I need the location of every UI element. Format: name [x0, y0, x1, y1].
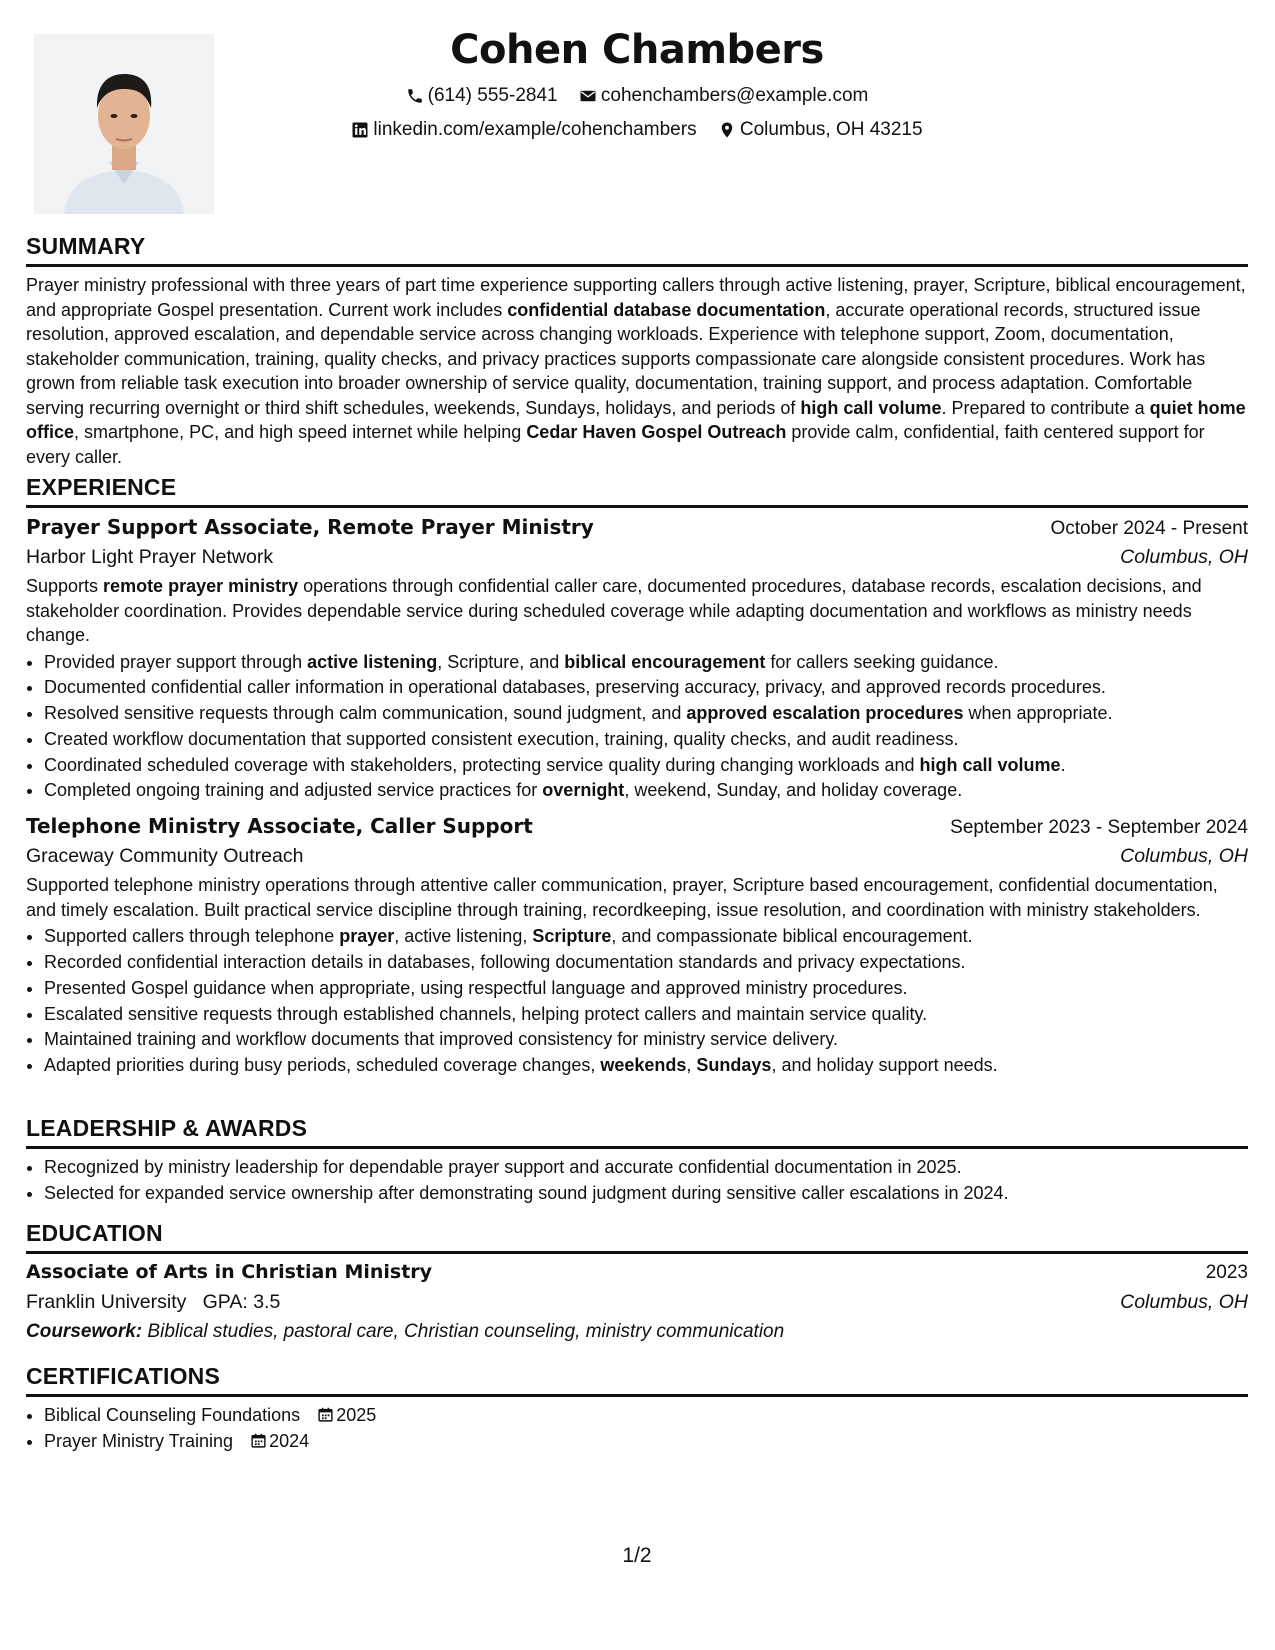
linkedin-item[interactable] — [351, 118, 696, 142]
candidate-name: Cohen Chambers — [450, 27, 824, 73]
education-heading: EDUCATION — [26, 1219, 1248, 1254]
list-item: • Documented confidential caller information in operational databases, preserving accuracy, privacy, and approved records procedures. — [44, 675, 1248, 701]
emphasis-text: Scripture — [532, 926, 612, 947]
phone-text: (614) 555-2841 — [427, 85, 558, 106]
emphasis-text: confidential database documentation — [507, 299, 826, 320]
education-school-row — [26, 1287, 1248, 1317]
emphasis-text: Cedar Haven Gospel Outreach — [526, 422, 787, 442]
location-text: Columbus, OH 43215 — [739, 119, 923, 140]
job-org-row — [26, 542, 1248, 572]
job-org-row — [26, 841, 1248, 871]
job-organization: Graceway Community Outreach — [26, 845, 304, 868]
summary-paragraph: Prayer ministry professional with three years of part time experience supporting callers through active listening, prayer, Scripture, biblical encouragement, and appropriate Gospel presentation. Current work includes confidential database documentation, accurate operational records, structured issue resolution, approved escalation, and dependable service across changing workloads. Experience with telephone support, Zoom, documentation, stakeholder communication, training, quality checks, and privacy practices supports compassionate care alongside consistent procedures. Work has grown from reliable task execution into broader ownership of service quality, documentation, training support, and process adaptation. Comfortable serving recurring overnight or third shift schedules, weekends, Sundays, holidays, and periods of high call volume. Prepared to contribute a quiet home office, smartphone, PC, and high speed internet while helping Cedar Haven Gospel Outreach provide calm, confidential, faith centered support for every caller. — [26, 275, 1246, 467]
coursework — [26, 1317, 1248, 1346]
emphasis-text: prayer — [339, 926, 395, 947]
experience-heading: EXPERIENCE — [26, 473, 1248, 508]
job-dates: October 2024 - Present — [1050, 518, 1248, 539]
education-degree-row — [26, 1258, 1248, 1287]
list-item: • Escalated sensitive requests through established channels, helping protect callers and maintain service quality. — [44, 1002, 1248, 1028]
summary-heading: SUMMARY — [26, 232, 1248, 267]
job-bullets — [26, 924, 1248, 1079]
job-bullets — [26, 650, 1248, 805]
job-description: Supports remote prayer ministry operations through confidential caller care, documented procedures, database records, escalation decisions, and stakeholder coordination. Provides dependable service during scheduled coverage while adapting documentation and workflows as ministry needs change. — [26, 576, 1202, 645]
gpa: GPA: 3.5 — [202, 1291, 281, 1313]
school-info — [26, 1287, 280, 1317]
leadership-section — [26, 1114, 1248, 1207]
cert-year: 2025 — [336, 1405, 377, 1425]
education-section — [26, 1219, 1248, 1346]
email-link[interactable]: cohenchambers@example.com — [600, 85, 869, 106]
emphasis-text: high call volume — [919, 754, 1061, 775]
certifications-section — [26, 1362, 1248, 1455]
job-header-row — [26, 811, 1248, 841]
degree-year: 2023 — [1205, 1262, 1248, 1283]
job-description: Supported telephone ministry operations through attentive caller communication, prayer, Scripture based encouragement, confidential documentation, and timely escalation. Built practical service discipline through training, recordkeeping, issue resolution, and coordination with ministry stakeholders. — [26, 875, 1218, 920]
envelope-icon — [579, 87, 597, 105]
certifications-heading: CERTIFICATIONS — [26, 1362, 1248, 1397]
emphasis-text: high call volume — [800, 397, 942, 418]
job-location: Columbus, OH — [1120, 546, 1248, 568]
list-item: • Resolved sensitive requests through calm communication, sound judgment, and approved escalation procedures when appropriate. — [44, 701, 1248, 727]
emphasis-text: remote prayer ministry — [103, 576, 299, 596]
calendar-icon — [317, 1406, 334, 1423]
cert-name: Prayer Ministry Training — [44, 1430, 234, 1451]
contact-row-1 — [26, 84, 1248, 112]
list-item: • Coordinated scheduled coverage with stakeholders, protecting service quality during changing workloads and high call volume. — [44, 753, 1248, 779]
coursework-text: Biblical studies, pastoral care, Christian counseling, ministry communication — [142, 1321, 785, 1342]
contact-row-2 — [26, 118, 1248, 146]
cert-name: Biblical Counseling Foundations — [44, 1405, 301, 1425]
location-item — [718, 118, 923, 142]
cert-year: 2024 — [269, 1430, 310, 1451]
emphasis-text: quiet home office — [26, 397, 1246, 442]
job-entry — [26, 512, 1248, 804]
list-item: • Recorded confidential interaction details in databases, following documentation standards and privacy expectations. — [44, 950, 1248, 976]
emphasis-text: Sundays — [696, 1055, 772, 1076]
list-item: • Provided prayer support through active listening, Scripture, and biblical encouragement for callers seeking guidance. — [44, 650, 1248, 676]
job-entry — [26, 811, 1248, 1079]
phone-item — [406, 84, 558, 108]
job-title: Telephone Ministry Associate, Caller Support — [26, 814, 533, 839]
emphasis-text: approved escalation procedures — [686, 703, 964, 724]
list-item: • Selected for expanded service ownership after demonstrating sound judgment during sensitive caller escalations in 2024. — [44, 1181, 1248, 1207]
job-title: Prayer Support Associate, Remote Prayer Ministry — [26, 515, 594, 539]
emphasis-text: active listening — [307, 651, 438, 672]
summary-section — [26, 232, 1248, 469]
school-location: Columbus, OH — [1120, 1291, 1248, 1313]
email-item[interactable] — [579, 84, 868, 108]
emphasis-text: weekends — [600, 1055, 687, 1076]
school-name: Franklin University — [26, 1291, 187, 1313]
job-header-row — [26, 512, 1248, 542]
resume-header — [26, 22, 1248, 146]
list-item: • Completed ongoing training and adjusted service practices for overnight, weekend, Sunday, and holiday coverage. — [44, 778, 1248, 804]
leadership-list — [26, 1155, 1248, 1207]
job-location: Columbus, OH — [1120, 845, 1248, 868]
list-item — [44, 1429, 1248, 1455]
certifications-list — [26, 1403, 1248, 1455]
list-item: • Recognized by ministry leadership for dependable prayer support and accurate confidential documentation in 2025. — [44, 1155, 1248, 1181]
list-item: • Presented Gospel guidance when appropriate, using respectful language and approved ministry procedures. — [44, 976, 1248, 1002]
map-pin-icon — [718, 121, 736, 139]
emphasis-text: biblical encouragement — [564, 651, 766, 672]
list-item: • Created workflow documentation that supported consistent execution, training, quality checks, and audit readiness. — [44, 727, 1248, 753]
phone-icon — [406, 87, 424, 105]
coursework-label: Coursework: — [26, 1321, 143, 1342]
list-item: • Supported callers through telephone prayer, active listening, Scripture, and compassionate biblical encouragement. — [44, 924, 1248, 950]
degree-name: Associate of Arts in Christian Ministry — [26, 1261, 433, 1283]
calendar-icon — [250, 1432, 267, 1449]
list-item: • Maintained training and workflow documents that improved consistency for ministry service delivery. — [44, 1027, 1248, 1053]
resume-page — [26, 0, 1248, 1650]
linkedin-icon — [351, 121, 369, 139]
leadership-heading: LEADERSHIP & AWARDS — [26, 1114, 1248, 1149]
emphasis-text: overnight — [542, 780, 625, 801]
list-item — [44, 1403, 1248, 1429]
job-dates: September 2023 - September 2024 — [950, 817, 1248, 839]
job-organization: Harbor Light Prayer Network — [26, 546, 274, 568]
list-item: • Adapted priorities during busy periods, scheduled coverage changes, weekends, Sundays, and holiday support needs. — [44, 1053, 1248, 1079]
page-number: 1/2 — [622, 1544, 652, 1567]
experience-section — [26, 473, 1248, 1079]
linkedin-link[interactable]: linkedin.com/example/cohenchambers — [373, 119, 697, 140]
